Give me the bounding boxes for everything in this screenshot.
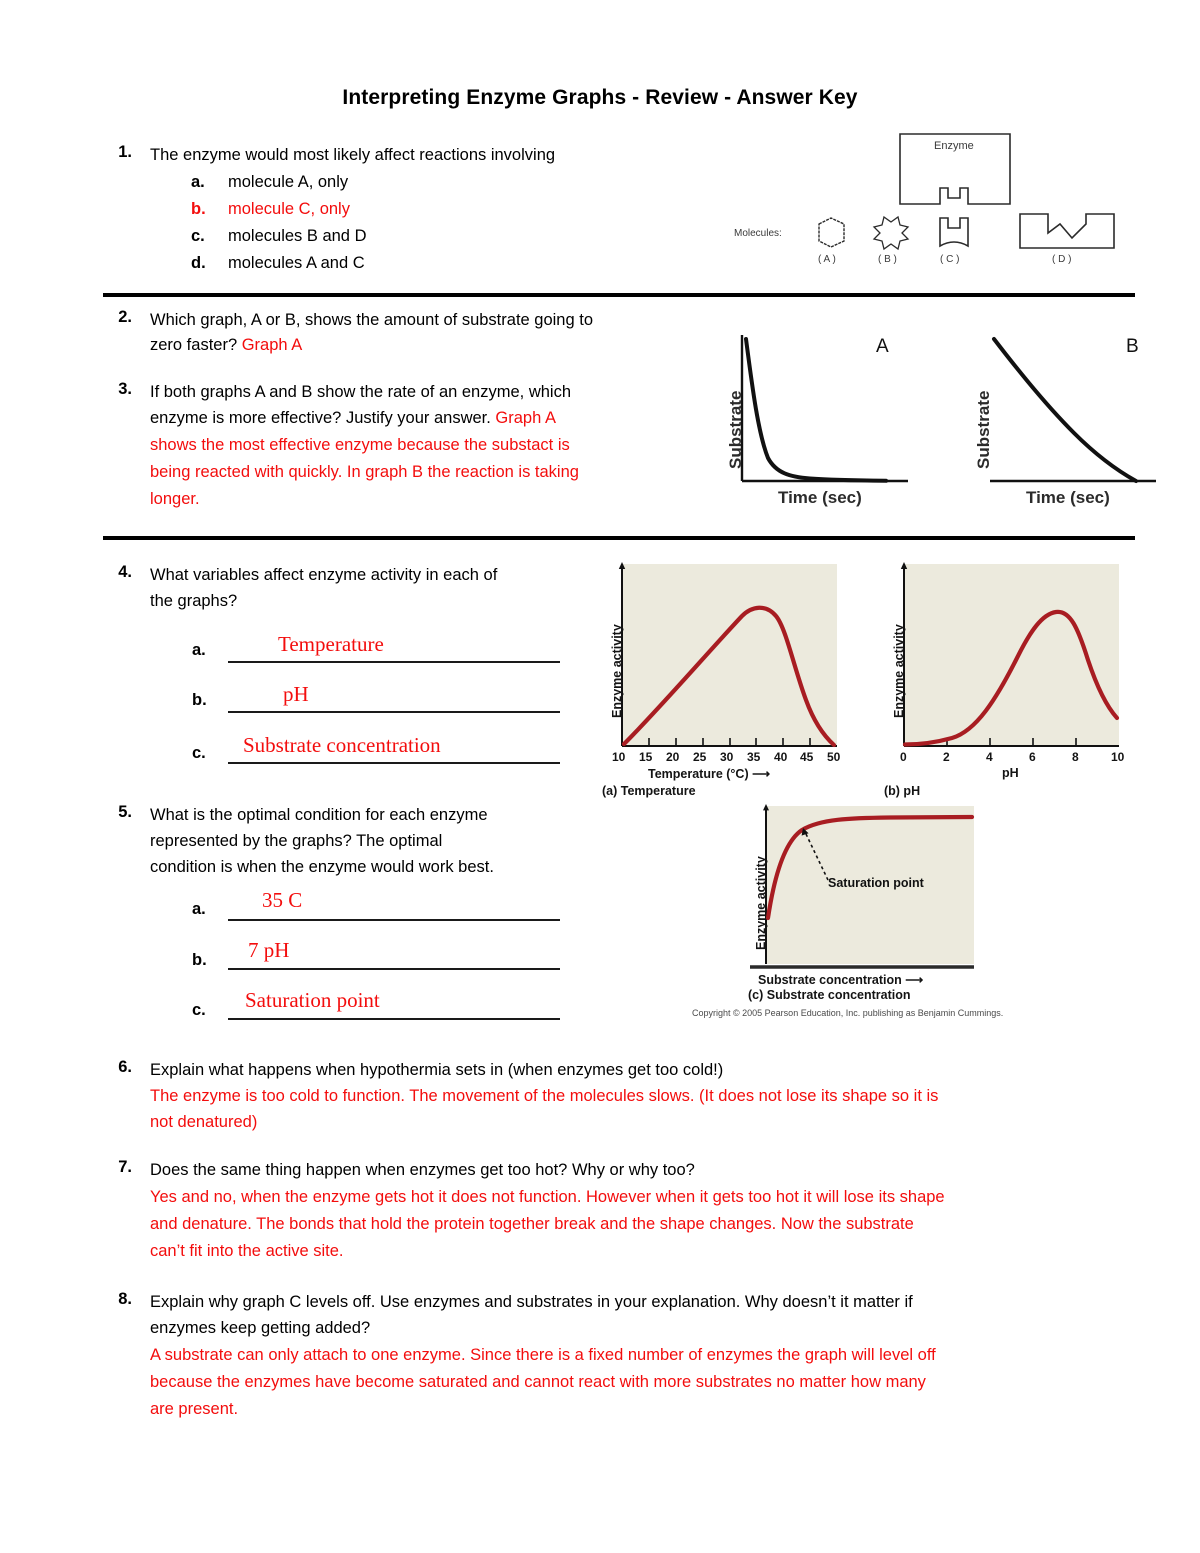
molecule-d-label: ( D )	[1052, 254, 1072, 265]
question-7-answer-line3: can’t fit into the active site.	[150, 1242, 344, 1260]
question-1-option-c-letter: c.	[191, 227, 205, 245]
temperature-tick-25: 25	[693, 750, 707, 764]
substrate-ylabel: Enzyme activity	[754, 856, 768, 950]
ph-tick-8: 8	[1072, 750, 1079, 764]
question-3-answer-line4: longer.	[150, 490, 200, 508]
ph-tick-2: 2	[943, 750, 950, 764]
question-2-prompt-line2	[150, 333, 710, 358]
question-7-prompt: Does the same thing happen when enzymes get too hot? Why or why too?	[150, 1161, 695, 1179]
ph-x-ticks	[947, 738, 1076, 746]
question-4-answer-b-line	[228, 711, 560, 713]
question-7-number: 7.	[118, 1158, 132, 1176]
temperature-xlabel-text: Temperature (°C)	[648, 767, 749, 781]
ph-ylabel: Enzyme activity	[892, 624, 906, 718]
question-2-prompt-line1: Which graph, A or B, shows the amount of substrate going to	[150, 311, 594, 329]
question-1-option-d-text[interactable]: molecules A and C	[228, 254, 365, 272]
ph-xlabel: pH	[1002, 766, 1019, 780]
substrate-xlabel: Substrate concentration ⟶	[758, 973, 924, 987]
temperature-tick-35: 35	[747, 750, 761, 764]
substrate-xlabel-text: Substrate concentration	[758, 973, 902, 987]
temperature-tick-20: 20	[666, 750, 680, 764]
section-divider-1	[103, 293, 1135, 297]
question-1-option-a-text[interactable]: molecule A, only	[228, 173, 349, 191]
question-5-answer-c-letter: c.	[192, 1001, 206, 1019]
question-4-answer-a-value[interactable]: Temperature	[278, 632, 384, 656]
question-5-answer-b-value[interactable]: 7 pH	[248, 938, 290, 962]
enzyme-figure-molecules-label: Molecules:	[734, 228, 782, 239]
molecule-a-shape	[819, 218, 844, 247]
question-5-answer-a-line	[228, 919, 560, 921]
molecule-d-shape	[1020, 214, 1114, 248]
temperature-tick-45: 45	[800, 750, 814, 764]
graph-b-curve	[994, 339, 1136, 481]
question-1-option-b-letter: b.	[191, 200, 206, 218]
question-8-answer-line1: A substrate can only attach to one enzyme. Since there is a fixed number of enzymes the graph will level off	[150, 1346, 936, 1364]
question-1-prompt: The enzyme would most likely affect reactions involving	[150, 146, 556, 164]
question-5-answer-c-value[interactable]: Saturation point	[245, 988, 380, 1012]
temperature-ylabel: Enzyme activity	[610, 624, 624, 718]
substrate-graph-b-ylabel: Substrate	[974, 390, 993, 469]
ph-tick-6: 6	[1029, 750, 1036, 764]
question-1-option-b-text[interactable]: molecule C, only	[228, 200, 350, 218]
question-3-prompt-line1: If both graphs A and B show the rate of an enzyme, which	[150, 383, 572, 401]
figure-temperature-panel	[600, 558, 870, 798]
question-3-number: 3.	[118, 380, 132, 398]
ph-tick-0: 0	[900, 750, 907, 764]
question-5-answer-b-letter: b.	[192, 951, 207, 969]
question-3-prompt-tail: enzyme is more effective? Justify your answer.	[150, 409, 496, 427]
question-6-number: 6.	[118, 1058, 132, 1076]
substrate-graph-a-xlabel: Time (sec)	[778, 488, 862, 507]
figure-copyright: Copyright © 2005 Pearson Education, Inc. publishing as Benjamin Cummings.	[692, 1008, 1004, 1018]
graph-a-curve	[746, 339, 886, 481]
question-4-answer-a-line	[228, 661, 560, 663]
question-4-answer-c-letter: c.	[192, 744, 206, 762]
question-8-number: 8.	[118, 1290, 132, 1308]
saturation-point-annotation: Saturation point	[828, 876, 924, 890]
question-6-answer-line1: The enzyme is too cold to function. The movement of the molecules slows. (It does not lose its shape so it is	[150, 1087, 939, 1105]
temperature-tick-15: 15	[639, 750, 653, 764]
substrate-graph-a-ylabel: Substrate	[726, 390, 745, 469]
question-4-answer-c-value[interactable]: Substrate concentration	[243, 733, 441, 757]
temperature-tick-40: 40	[774, 750, 788, 764]
temperature-x-ticks	[649, 738, 810, 746]
molecule-c-label: ( C )	[940, 254, 960, 265]
section-divider-2	[103, 536, 1135, 540]
question-1-option-d-letter: d.	[191, 254, 206, 272]
page-title: Interpreting Enzyme Graphs - Review - Answer Key	[342, 86, 858, 109]
question-2-answer: Graph A	[241, 336, 303, 354]
enzyme-figure-enzyme-label: Enzyme	[934, 140, 974, 152]
substrate-panel-caption: (c) Substrate concentration	[748, 988, 911, 1002]
ph-panel-svg	[872, 558, 1142, 798]
molecule-b-shape	[874, 217, 908, 249]
question-4-number: 4.	[118, 563, 132, 581]
substrate-graph-a	[700, 325, 920, 525]
molecule-b-label: ( B )	[878, 254, 897, 265]
question-4-prompt-line1: What variables affect enzyme activity in each of	[150, 566, 498, 584]
question-1-option-a-letter: a.	[191, 173, 205, 191]
substrate-graph-b-letter: B	[1126, 336, 1139, 357]
ph-panel-caption: (b) pH	[884, 784, 921, 798]
question-5-prompt-line1: What is the optimal condition for each enzyme	[150, 806, 488, 824]
temperature-tick-10: 10	[612, 750, 626, 764]
temperature-y-arrow	[619, 562, 625, 569]
molecule-c-shape	[940, 218, 968, 246]
question-3-answer-part1: Graph A	[495, 409, 556, 427]
substrate-graph-a-letter: A	[876, 336, 889, 357]
question-3-answer-line2: shows the most effective enzyme because the substact is	[150, 436, 570, 454]
question-2-number: 2.	[118, 308, 132, 326]
temperature-panel-caption: (a) Temperature	[602, 784, 696, 798]
temperature-xlabel: Temperature (°C) ⟶	[648, 767, 771, 781]
question-5-answer-c-line	[228, 1018, 560, 1020]
question-6-answer-line2: not denatured)	[150, 1113, 258, 1131]
saturation-pointer-line	[806, 834, 828, 880]
question-4-answer-b-value[interactable]: pH	[283, 682, 309, 706]
figure-ph-panel	[872, 558, 1142, 798]
question-8-answer-line3: are present.	[150, 1400, 239, 1418]
molecule-a-label: ( A )	[818, 254, 836, 265]
ph-tick-10: 10	[1111, 750, 1125, 764]
temperature-tick-50: 50	[827, 750, 841, 764]
question-4-answer-c-line	[228, 762, 560, 764]
substrate-graph-b	[950, 325, 1170, 525]
ph-y-arrow	[901, 562, 907, 569]
substrate-graph-b-xlabel: Time (sec)	[1026, 488, 1110, 507]
question-4-prompt-line2: the graphs?	[150, 592, 238, 610]
question-5-answer-a-value[interactable]: 35 C	[262, 888, 303, 912]
question-3-prompt-line2	[150, 406, 750, 431]
question-8-prompt-line2: enzymes keep getting added?	[150, 1319, 371, 1337]
substrate-y-arrow	[763, 804, 769, 810]
question-2-prompt-tail: zero faster?	[150, 336, 242, 354]
question-8-answer-line2: because the enzymes have become saturated and cannot react with more substrates no matter how many	[150, 1373, 926, 1391]
question-5-answer-a-letter: a.	[192, 900, 206, 918]
question-7-answer-line2: and denature. The bonds that hold the protein together break and the shape changes. Now the substrate	[150, 1215, 914, 1233]
question-7-answer-line1: Yes and no, when the enzyme gets hot it does not function. However when it gets too hot it will lose its shape	[150, 1188, 945, 1206]
question-8-prompt-line1: Explain why graph C levels off. Use enzymes and substrates in your explanation. Why doesn’t it matter if	[150, 1293, 913, 1311]
question-4-answer-b-letter: b.	[192, 691, 207, 709]
ph-tick-4: 4	[986, 750, 993, 764]
question-3-answer-line3: being reacted with quickly. In graph B the reaction is taking	[150, 463, 579, 481]
question-5-number: 5.	[118, 803, 132, 821]
substrate-curve	[768, 817, 972, 918]
ph-curve	[905, 612, 1117, 745]
figure-substrate-concentration-panel	[692, 800, 1040, 1030]
question-1-number: 1.	[118, 143, 132, 161]
question-1-option-c-text[interactable]: molecules B and D	[228, 227, 367, 245]
question-5-answer-b-line	[228, 968, 560, 970]
question-6-prompt: Explain what happens when hypothermia sets in (when enzymes get too cold!)	[150, 1061, 724, 1079]
question-5-prompt-line2: represented by the graphs? The optimal	[150, 832, 443, 850]
enzyme-lock-and-key-figure	[728, 128, 1148, 278]
temperature-tick-30: 30	[720, 750, 734, 764]
temperature-curve	[624, 608, 834, 745]
question-5-prompt-line3: condition is when the enzyme would work best.	[150, 858, 494, 876]
question-4-answer-a-letter: a.	[192, 641, 206, 659]
